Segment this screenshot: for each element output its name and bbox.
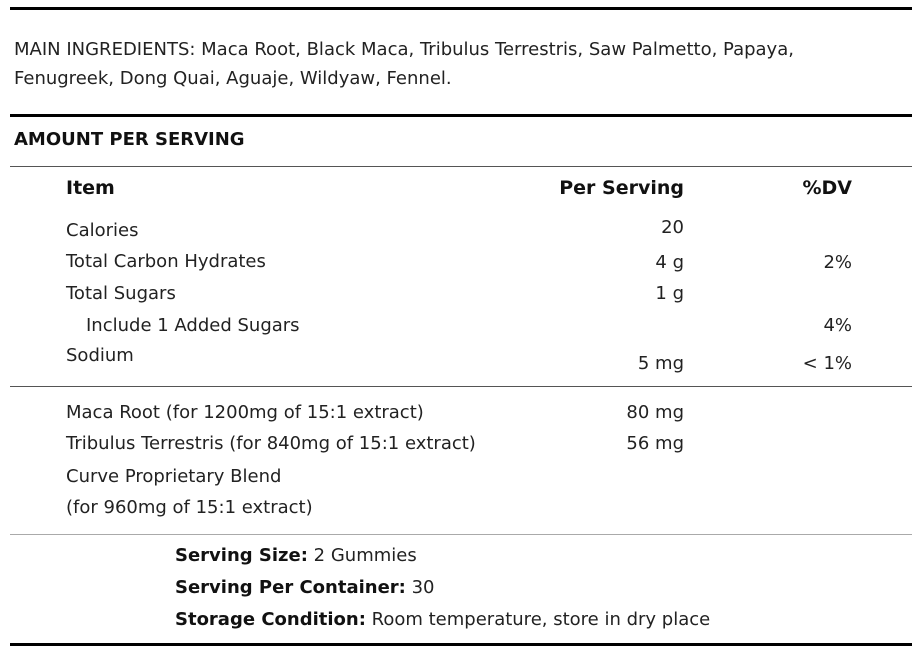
row-item: Total Sugars	[66, 283, 176, 304]
extract-item: (for 960mg of 15:1 extract)	[66, 497, 313, 518]
row-dv: 4%	[823, 315, 852, 336]
column-header-dv: %DV	[802, 177, 852, 199]
row-dv: < 1%	[802, 353, 852, 374]
row-item: Sodium	[66, 345, 134, 366]
extracts-rule	[10, 386, 912, 387]
footer-rule	[10, 534, 912, 535]
storage-condition	[175, 609, 710, 631]
row-per-serving: 5 mg	[637, 353, 684, 374]
per-container-label: Serving Per Container:	[175, 577, 406, 598]
serving-size	[175, 545, 417, 567]
storage-label: Storage Condition:	[175, 609, 366, 630]
top-rule	[10, 7, 912, 10]
serving-size-value: 2 Gummies	[307, 545, 417, 566]
row-per-serving: 1 g	[655, 283, 684, 304]
main-ingredients: MAIN INGREDIENTS: Maca Root, Black Maca, Tribulus Terrestris, Saw Palmetto, Papaya, Fenugreek, Dong Quai, Aguaje, Wildyaw, Fennel.	[14, 39, 794, 89]
column-header-item: Item	[66, 177, 115, 199]
row-item: Calories	[66, 220, 139, 241]
per-container-value: 30	[405, 577, 435, 598]
extract-per-serving: 56 mg	[626, 433, 684, 454]
extract-item: Maca Root (for 1200mg of 15:1 extract)	[66, 402, 424, 423]
serving-size-label: Serving Size:	[175, 545, 308, 566]
extract-per-serving: 80 mg	[626, 402, 684, 423]
column-header-per-serving: Per Serving	[559, 177, 684, 199]
row-item-indented: Include 1 Added Sugars	[86, 315, 300, 336]
row-per-serving: 20	[661, 217, 684, 238]
servings-per-container	[175, 577, 435, 599]
extract-item: Tribulus Terrestris (for 840mg of 15:1 extract)	[66, 433, 476, 454]
row-item: Total Carbon Hydrates	[66, 251, 266, 272]
header-rule	[10, 166, 912, 167]
row-per-serving: 4 g	[655, 252, 684, 273]
bottom-rule	[10, 643, 912, 646]
section-rule	[10, 114, 912, 117]
row-dv: 2%	[823, 252, 852, 273]
extract-item: Curve Proprietary Blend	[66, 466, 282, 487]
section-title: AMOUNT PER SERVING	[14, 129, 245, 150]
storage-value: Room temperature, store in dry place	[365, 609, 711, 630]
